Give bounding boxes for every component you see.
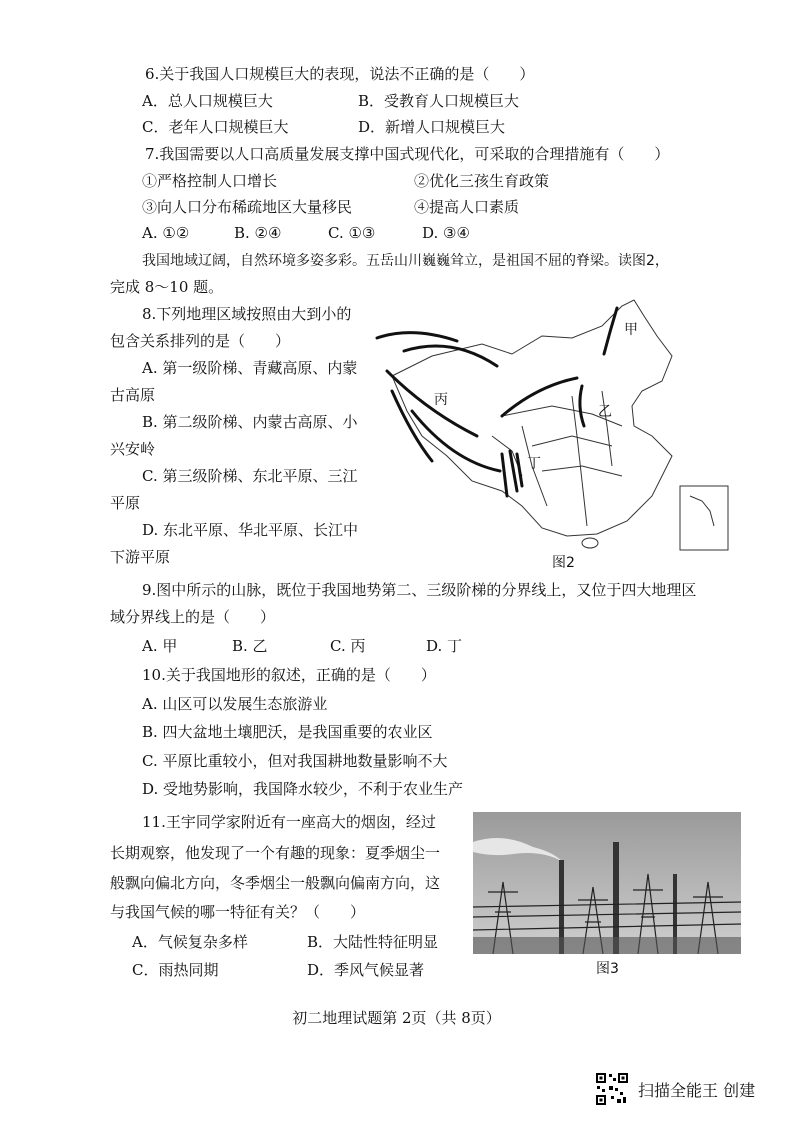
q11-stem-4: 与我国气候的哪一特征有关？（ ）: [110, 903, 366, 921]
q9-option-c: C. 丙: [330, 637, 366, 655]
china-map-figure: [372, 296, 742, 574]
mountain-range-yinshan: [502, 378, 577, 416]
q9-stem-2: 域分界线上的是（ ）: [110, 608, 276, 626]
q9-option-d: D. 丁: [426, 637, 463, 655]
intro-line-1: 我国地域辽阔，自然环境多姿多彩。五岳山川巍巍耸立，是祖国不屈的脊梁。读图2，: [142, 253, 669, 269]
q8-option-a-1: A. 第一级阶梯、青藏高原、内蒙: [142, 359, 358, 377]
scanner-watermark: 扫描全能王 创建: [638, 1081, 756, 1100]
q11-stem-3: 般飘向偏北方向，冬季烟尘一般飘向偏南方向，这: [110, 874, 441, 892]
q8-option-c-1: C. 第三级阶梯、东北平原、三江: [142, 467, 358, 485]
mountain-range-taihang: [580, 386, 584, 426]
q8-option-d-1: D. 东北平原、华北平原、长江中: [142, 521, 359, 539]
mountain-range-hengduan-3: [517, 454, 522, 486]
q6-option-a: A．总人口规模巨大: [142, 92, 273, 110]
q11-option-d: D．季风气候显著: [307, 961, 425, 979]
q7-statement-4: ④提高人口素质: [414, 198, 520, 216]
q7-option-a: A. ①②: [142, 224, 190, 242]
q8-stem-1: 8.下列地理区域按照由大到小的: [142, 305, 352, 323]
map-label-bing: 丙: [434, 392, 448, 408]
q8-option-a-2: 古高原: [110, 386, 156, 404]
mountain-range-kunlun-1: [387, 371, 477, 436]
q8-option-c-2: 平原: [110, 494, 141, 512]
q7-statement-3: ③向人口分布稀疏地区大量移民: [142, 198, 353, 216]
mountain-range-hengduan-2: [510, 451, 517, 491]
q10-option-b: B. 四大盆地土壤肥沃，是我国重要的农业区: [142, 723, 433, 741]
q8-stem-2: 包含关系排列的是（ ）: [110, 332, 291, 350]
q7-option-c: C. ①③: [328, 224, 376, 242]
q6-option-c: C．老年人口规模巨大: [142, 118, 289, 136]
q9-option-a: A. 甲: [142, 637, 178, 655]
q9-stem-1: 9.图中所示的山脉，既位于我国地势第二、三级阶梯的分界线上，又位于四大地理区: [142, 581, 697, 599]
figure3-caption: 图3: [596, 961, 619, 977]
q10-option-a: A. 山区可以发展生态旅游业: [142, 695, 328, 713]
q11-option-b: B．大陆性特征明显: [307, 933, 439, 951]
q8-option-d-2: 下游平原: [110, 548, 171, 566]
q11-option-a: A．气候复杂多样: [132, 933, 248, 951]
q10-option-c: C. 平原比重较小，但对我国耕地数量影响不大: [142, 752, 448, 770]
map-label-jia: 甲: [624, 322, 638, 338]
q11-stem-2: 长期观察，他发现了一个有趣的现象：夏季烟尘一: [110, 844, 441, 862]
q11-stem-1: 11.王宇同学家附近有一座高大的烟囱，经过: [142, 813, 436, 831]
mountain-range-hengduan-1: [502, 454, 507, 496]
q8-option-b-2: 兴安岭: [110, 440, 156, 458]
q6-stem: 6.关于我国人口规模巨大的表现，说法不正确的是（ ）: [145, 65, 535, 83]
q7-statement-1: ①严格控制人口增长: [142, 172, 278, 190]
q8-option-b-1: B. 第二级阶梯、内蒙古高原、小: [142, 413, 358, 431]
q10-stem: 10.关于我国地形的叙述，正确的是（ ）: [142, 666, 436, 684]
q7-statement-2: ②优化三孩生育政策: [414, 172, 550, 190]
q7-option-d: D. ③④: [422, 224, 470, 242]
qr-code-icon: [595, 1072, 629, 1106]
page-footer: 初二地理试题第 2页（共 8页）: [292, 1009, 501, 1027]
q9-option-b: B. 乙: [232, 637, 268, 655]
mountain-range-north: [377, 333, 457, 341]
q6-option-d: D．新增人口规模巨大: [358, 118, 506, 136]
mountain-range-himalaya: [412, 411, 500, 471]
figure2-caption: 图2: [552, 555, 575, 571]
q10-option-d: D. 受地势影响，我国降水较少，不利于农业生产: [142, 780, 464, 798]
chimney-photo: [473, 812, 741, 954]
q11-option-c: C．雨热同期: [132, 961, 219, 979]
map-label-ding: 丁: [527, 456, 541, 472]
q7-option-b: B. ②④: [234, 224, 282, 242]
q6-option-b: B．受教育人口规模巨大: [358, 92, 520, 110]
map-label-yi: 乙: [598, 404, 612, 420]
intro-line-2: 完成 8～10 题。: [110, 278, 224, 296]
q7-stem: 7.我国需要以人口高质量发展支撑中国式现代化，可采取的合理措施有（ ）: [145, 145, 670, 163]
mountain-range-jia: [604, 308, 617, 354]
